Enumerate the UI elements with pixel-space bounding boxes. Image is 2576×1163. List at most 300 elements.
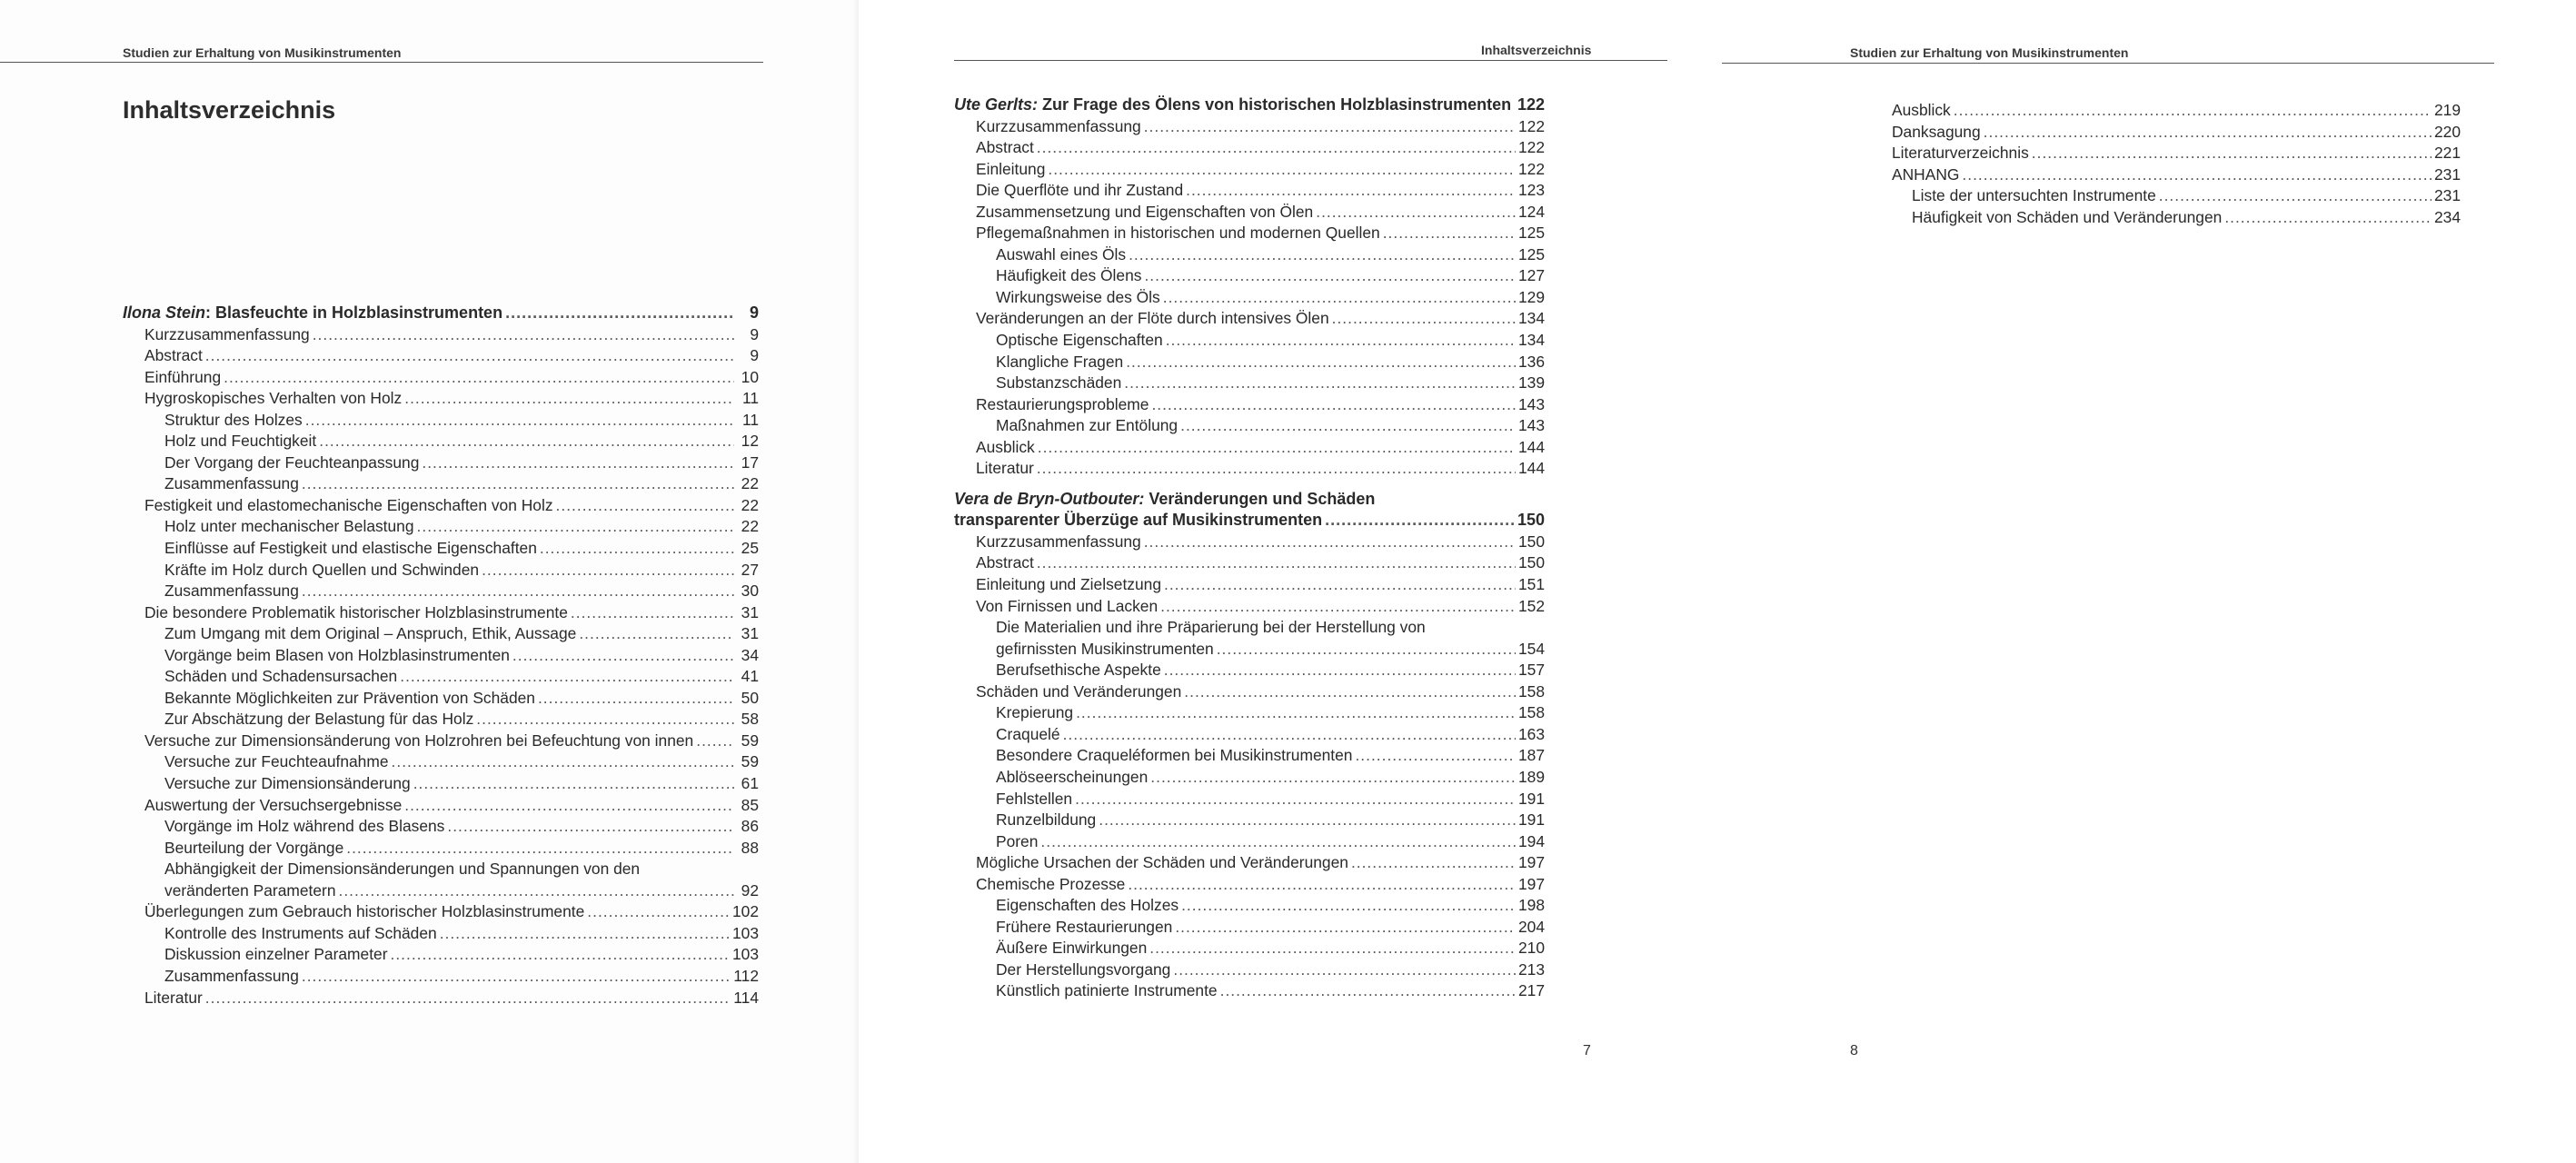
toc-page-number: 27 [741,560,759,579]
running-head-right: Studien zur Erhaltung von Musikinstrumenten [1850,45,2129,60]
toc-page-number: 17 [741,452,759,472]
toc-entry[interactable] [954,373,1545,394]
toc-entry[interactable] [123,880,759,902]
dot-leader [1984,122,2432,144]
toc-page-number: 9 [750,324,759,343]
page-number-7: 7 [1583,1043,1591,1059]
toc-entry[interactable] [123,645,759,667]
toc-entry[interactable] [954,159,1545,181]
toc-page-number: 204 [1517,917,1545,936]
toc-entry[interactable] [954,552,1545,574]
toc-title: Kurzzusammenfassung [976,116,1141,135]
toc-author: Ute Gerlts: [954,95,1039,114]
toc-entry[interactable] [954,874,1545,896]
toc-entry[interactable] [1870,207,2461,229]
toc-title: Die besondere Problematik historischer Holzblasinstrumente [144,602,568,621]
toc-title: Auswahl eines Öls [996,244,1127,263]
toc-page-number: 122 [1517,116,1545,135]
toc-page-number: 31 [741,624,759,643]
toc-entry[interactable] [954,180,1545,202]
toc-title: Von Firnissen und Lacken [976,596,1159,615]
toc-page-number: 150 [1517,511,1545,530]
toc-entry[interactable] [954,308,1545,330]
toc-entry[interactable] [1870,143,2461,164]
toc-page-number: 10 [741,367,759,386]
toc-entry[interactable] [123,367,759,389]
toc-title: Kräfte im Holz durch Quellen und Schwinden [164,560,480,579]
toc-title: Zur Frage des Ölens von historischen Holzblasinstrumenten [1038,95,1512,114]
toc-title: Struktur des Holzes [164,410,303,429]
dot-leader [305,410,734,432]
toc-title: Bekannte Möglichkeiten zur Prävention von Schäden [164,688,535,707]
toc-entry[interactable] [123,495,759,517]
dot-leader [1351,852,1516,874]
page-title: Inhaltsverzeichnis [123,96,336,124]
toc-title: Äußere Einwirkungen [996,939,1148,958]
toc-page-number: 234 [2433,207,2461,226]
dot-leader [1962,164,2432,186]
toc-entry[interactable] [123,923,759,945]
dot-leader [440,923,730,945]
toc-title: Abstract [976,553,1034,572]
toc-title: Schäden und Veränderungen [976,681,1182,701]
toc-title: Versuche zur Feuchteaufnahme [164,752,389,771]
dot-leader [1954,100,2432,122]
toc-title: Mögliche Ursachen der Schäden und Veränderungen [976,853,1348,872]
toc-page-number: 31 [741,602,759,621]
toc-title: veränderten Parametern [164,880,336,900]
toc-entry[interactable] [123,345,759,367]
dot-leader [1151,394,1516,416]
toc-page-number: 154 [1517,639,1545,658]
dot-leader [1514,94,1515,116]
toc-title: ANHANG [1892,164,1960,184]
toc-title: Auswertung der Versuchsergebnisse [144,795,403,814]
toc-page-number: 50 [741,688,759,707]
dot-leader [413,773,734,795]
dot-leader [540,538,734,560]
toc-entry[interactable] [123,859,759,880]
toc-entry[interactable] [123,410,759,432]
toc-chapter-entry[interactable] [954,94,1545,116]
toc-entry[interactable] [123,838,759,860]
toc-entry[interactable] [954,831,1545,853]
toc-entry[interactable] [954,959,1545,981]
dot-leader [1181,895,1516,917]
toc-page-number: 194 [1517,831,1545,850]
toc-title: Veränderungen und Schäden [1144,489,1376,508]
toc-title: Künstlich patinierte Instrumente [996,981,1218,1000]
toc-entry[interactable] [954,917,1545,939]
toc-entry[interactable] [954,852,1545,874]
dot-leader [1144,116,1516,138]
toc-entry[interactable] [954,265,1545,287]
toc-entry[interactable] [954,639,1545,661]
toc-entry[interactable] [123,388,759,410]
toc-entry[interactable] [123,473,759,495]
dot-leader [1048,159,1516,181]
toc-page-number: 125 [1517,244,1545,263]
toc-page-number: 191 [1517,789,1545,808]
toc-title: Festigkeit und elastomechanische Eigenschaften von Holz [144,495,553,514]
dot-leader [417,516,734,538]
toc-entry[interactable] [954,660,1545,681]
dot-leader [1076,702,1516,724]
toc-list-left [123,303,759,1009]
toc-title: Krepierung [996,703,1074,722]
dot-leader [1063,724,1516,746]
dot-leader [556,495,734,517]
toc-title: Einleitung und Zielsetzung [976,575,1161,594]
toc-entry[interactable] [123,966,759,988]
toc-page-number: 150 [1517,553,1545,572]
toc-title: Klangliche Fragen [996,352,1124,371]
dot-leader [2159,185,2432,207]
toc-title: Abstract [976,138,1034,157]
header-rule-mid [954,60,1667,61]
running-head-mid: Inhaltsverzeichnis [1481,43,1592,57]
toc-entry[interactable] [954,895,1545,917]
toc-title: Fehlstellen [996,789,1073,808]
toc-entry[interactable] [954,352,1545,373]
toc-entry[interactable] [954,458,1545,480]
dot-leader [1144,532,1516,553]
toc-entry[interactable] [954,330,1545,352]
page-number-8: 8 [1850,1043,1858,1059]
toc-entry[interactable] [123,731,759,752]
toc-author: Ilona Stein [123,303,206,322]
dot-leader [392,751,734,773]
toc-page-number: 58 [741,710,759,729]
toc-page-number: 187 [1517,746,1545,765]
dot-leader [1184,681,1516,703]
dot-leader [1163,287,1516,309]
toc-entry[interactable] [123,816,759,838]
dot-leader [1037,458,1516,480]
dot-leader [302,473,734,495]
toc-page-number: 143 [1517,394,1545,413]
toc-entry[interactable] [954,394,1545,416]
toc-title: Versuche zur Dimensionsänderung von Holzrohren bei Befeuchtung von innen [144,731,694,750]
toc-page-number: 151 [1517,575,1545,594]
toc-entry[interactable] [1870,122,2461,144]
toc-title: Zur Abschätzung der Belastung für das Holz [164,710,474,729]
toc-entry[interactable] [954,938,1545,959]
toc-title: Holz unter mechanischer Belastung [164,517,414,536]
toc-title: Die Querflöte und ihr Zustand [976,181,1184,200]
toc-entry[interactable] [954,617,1545,639]
toc-entry[interactable] [123,666,759,688]
dot-leader [482,560,734,582]
toc-title: Schäden und Schadensursachen [164,667,398,686]
toc-entry[interactable] [954,287,1545,309]
dot-leader [1180,415,1516,437]
dot-leader [1166,330,1516,352]
toc-entry[interactable] [123,944,759,966]
toc-title: Maßnahmen zur Entölung [996,416,1179,435]
toc-entry[interactable] [123,452,759,474]
dot-leader [404,795,734,817]
toc-title: Zusammensetzung und Eigenschaften von Ölen [976,202,1314,221]
dot-leader [205,988,731,1009]
toc-title: Wirkungsweise des Öls [996,287,1160,306]
toc-page-number: 22 [741,517,759,536]
toc-title: Diskussion einzelner Parameter [164,945,388,964]
toc-page-number: 86 [741,817,759,836]
toc-entry[interactable] [954,767,1545,789]
dot-leader [346,838,734,860]
toc-page-number: 134 [1517,309,1545,328]
toc-title: Beurteilung der Vorgänge [164,838,344,857]
toc-entry[interactable] [954,702,1545,724]
toc-entry[interactable] [954,223,1545,244]
toc-entry[interactable] [954,415,1545,437]
toc-title: Substanzschäden [996,373,1122,393]
toc-page-number: 59 [741,731,759,750]
toc-page-number: 61 [741,774,759,793]
toc-spacer [954,480,1545,489]
toc-title: Danksagung [1892,122,1981,141]
toc-page-number: 197 [1517,874,1545,893]
toc-page-number: 11 [741,389,759,408]
toc-page-number: 123 [1517,181,1545,200]
toc-title: Liste der untersuchten Instrumente [1912,186,2156,205]
toc-page-number: 11 [741,410,759,429]
toc-title: Optische Eigenschaften [996,331,1163,350]
toc-page-number: 129 [1517,287,1545,306]
toc-title: Ablöseerscheinungen [996,767,1149,786]
toc-title: Veränderungen an der Flöte durch intensives Ölen [976,309,1329,328]
toc-page-number: 158 [1517,681,1545,701]
toc-page-number: 122 [1517,138,1545,157]
toc-entry[interactable] [954,980,1545,1002]
toc-entry[interactable] [123,773,759,795]
toc-page-number: 220 [2433,122,2461,141]
dot-leader [1124,373,1516,394]
toc-title: Kurzzusammenfassung [976,532,1141,551]
middle-page [859,0,1722,1163]
toc-page-number: 134 [1517,331,1545,350]
toc-entry[interactable] [123,751,759,773]
toc-page-number: 102 [731,902,759,921]
toc-page-number: 12 [741,432,759,451]
dot-leader [313,324,734,346]
dot-leader [538,688,734,710]
toc-page-number: 122 [1517,159,1545,178]
toc-page-number: 213 [1517,959,1545,979]
toc-title: Literatur [144,988,203,1007]
toc-page-number: 59 [741,752,759,771]
toc-title: Literatur [976,459,1034,478]
toc-page-number: 139 [1517,373,1545,393]
toc-title: Zusammenfassung [164,582,299,601]
toc-title: Pflegemaßnahmen in historischen und modernen Quellen [976,224,1380,243]
right-page [1722,0,2576,1163]
toc-entry[interactable] [123,795,759,817]
toc-page-number: 221 [2433,144,2461,163]
toc-page-number: 189 [1517,767,1545,786]
dot-leader [1075,789,1516,810]
toc-page-number: 210 [1517,939,1545,958]
toc-title: Einführung [144,367,222,386]
toc-entry[interactable] [954,724,1545,746]
dot-leader [579,623,734,645]
toc-entry[interactable] [123,688,759,710]
toc-page-number: 34 [741,645,759,664]
toc-entry[interactable] [123,901,759,923]
toc-page-number: 25 [741,539,759,558]
toc-title: Vorgänge im Holz während des Blasens [164,817,445,836]
toc-entry[interactable] [954,789,1545,810]
toc-entry[interactable] [954,574,1545,596]
toc-title: Ausblick [976,437,1035,456]
toc-entry[interactable] [123,538,759,560]
dot-leader [1175,917,1516,939]
toc-chapter-entry[interactable] [954,489,1545,511]
toc-title: Restaurierungsprobleme [976,394,1149,413]
toc-entry[interactable] [954,681,1545,703]
dot-leader [1173,959,1516,981]
dot-leader [1186,180,1516,202]
header-rule-right [1722,63,2494,64]
toc-page-number: 150 [1517,532,1545,551]
toc-chapter-entry[interactable] [954,510,1545,532]
toc-title: Versuche zur Dimensionsänderung [164,774,411,793]
dot-leader [571,602,734,624]
toc-page-number: 198 [1517,896,1545,915]
toc-page-number: 191 [1517,810,1545,830]
toc-entry[interactable] [954,202,1545,224]
toc-page-number: 22 [741,495,759,514]
dot-leader [476,709,734,731]
toc-title: Abhängigkeit der Dimensionsänderungen und Spannungen von den [164,860,641,879]
toc-page-number: 197 [1517,853,1545,872]
dot-leader [1149,938,1516,959]
toc-page-number: 144 [1517,459,1545,478]
toc-page-number: 144 [1517,437,1545,456]
toc-page-number: 217 [1517,981,1545,1000]
dot-leader [339,880,734,902]
toc-page-number: 92 [741,880,759,900]
dot-leader [1099,810,1516,831]
toc-title: Überlegungen zum Gebrauch historischer Holzblasinstrumente [144,902,585,921]
toc-title: Chemische Prozesse [976,874,1126,893]
toc-entry[interactable] [954,745,1545,767]
toc-page-number: 103 [731,945,759,964]
toc-entry[interactable] [123,431,759,452]
toc-page-number: 22 [741,474,759,493]
toc-page-number: 125 [1517,224,1545,243]
toc-title: transparenter Überzüge auf Musikinstrumenten [954,511,1323,530]
toc-entry[interactable] [123,324,759,346]
toc-page-number: 231 [2433,164,2461,184]
dot-leader [1129,244,1516,266]
dot-leader [1150,767,1516,789]
toc-entry[interactable] [954,137,1545,159]
toc-page-number: 158 [1517,703,1545,722]
dot-leader [1160,596,1516,618]
toc-title: Vorgänge beim Blasen von Holzblasinstrumenten [164,645,510,664]
toc-page-number: 122 [1517,95,1545,114]
toc-title: Poren [996,831,1039,850]
toc-entry[interactable] [1870,164,2461,186]
toc-title: Kurzzusammenfassung [144,324,310,343]
toc-entry[interactable] [123,988,759,1009]
toc-title: Hygroskopisches Verhalten von Holz [144,389,403,408]
dot-leader [1164,574,1516,596]
toc-entry[interactable] [954,437,1545,459]
toc-title: Besondere Craqueléformen bei Musikinstrumenten [996,746,1353,765]
toc-entry[interactable] [123,581,759,602]
toc-entry[interactable] [123,709,759,731]
dot-leader [422,452,734,474]
toc-entry[interactable] [954,810,1545,831]
toc-page-number: 9 [749,303,759,322]
toc-page-number: 136 [1517,352,1545,371]
toc-page-number: 114 [733,988,759,1007]
dot-leader [391,944,730,966]
toc-title: Literaturverzeichnis [1892,144,2029,163]
dot-leader [1126,352,1516,373]
toc-entry[interactable] [123,602,759,624]
dot-leader [1128,874,1516,896]
toc-title: Der Herstellungsvorgang [996,959,1171,979]
toc-entry[interactable] [123,516,759,538]
toc-page-number: 163 [1517,724,1545,743]
dot-leader [1217,639,1516,661]
toc-entry[interactable] [1870,185,2461,207]
toc-entry[interactable] [954,116,1545,138]
dot-leader [1316,202,1516,224]
toc-title: Holz und Feuchtigkeit [164,432,317,451]
dot-leader [1038,437,1516,459]
toc-list-right [1870,100,2461,228]
toc-title: Der Vorgang der Feuchteanpassung [164,452,420,472]
toc-list-mid [954,94,1545,1002]
toc-entry[interactable] [954,532,1545,553]
toc-page-number: 219 [2433,101,2461,119]
toc-title: Die Materialien und ihre Präparierung bei der Herstellung von [996,618,1426,637]
toc-page-number: 124 [1517,202,1545,221]
toc-title: Kontrolle des Instruments auf Schäden [164,923,437,942]
toc-page-number: 112 [733,966,759,985]
dot-leader [1332,308,1516,330]
toc-entry[interactable] [954,596,1545,618]
toc-page-number: 143 [1517,416,1545,435]
toc-title: Zusammenfassung [164,474,299,493]
dot-leader [1325,510,1515,532]
toc-entry[interactable] [954,244,1545,266]
left-page [0,0,859,1163]
toc-title: Häufigkeit des Ölens [996,266,1142,285]
toc-entry[interactable] [123,623,759,645]
dot-leader [447,816,734,838]
dot-leader [1220,980,1516,1002]
toc-chapter-entry[interactable] [123,303,759,324]
dot-leader [1164,660,1516,681]
dot-leader [1037,137,1516,159]
toc-title: Einflüsse auf Festigkeit und elastische Eigenschaften [164,539,537,558]
dot-leader [505,303,734,324]
toc-page-number: 30 [741,582,759,601]
toc-entry[interactable] [123,560,759,582]
toc-title: Abstract [144,346,203,365]
toc-page-number: 41 [741,667,759,686]
toc-page-number: 231 [2433,186,2461,205]
header-rule-left [0,62,763,63]
toc-entry[interactable] [1870,100,2461,122]
dot-leader [205,345,734,367]
